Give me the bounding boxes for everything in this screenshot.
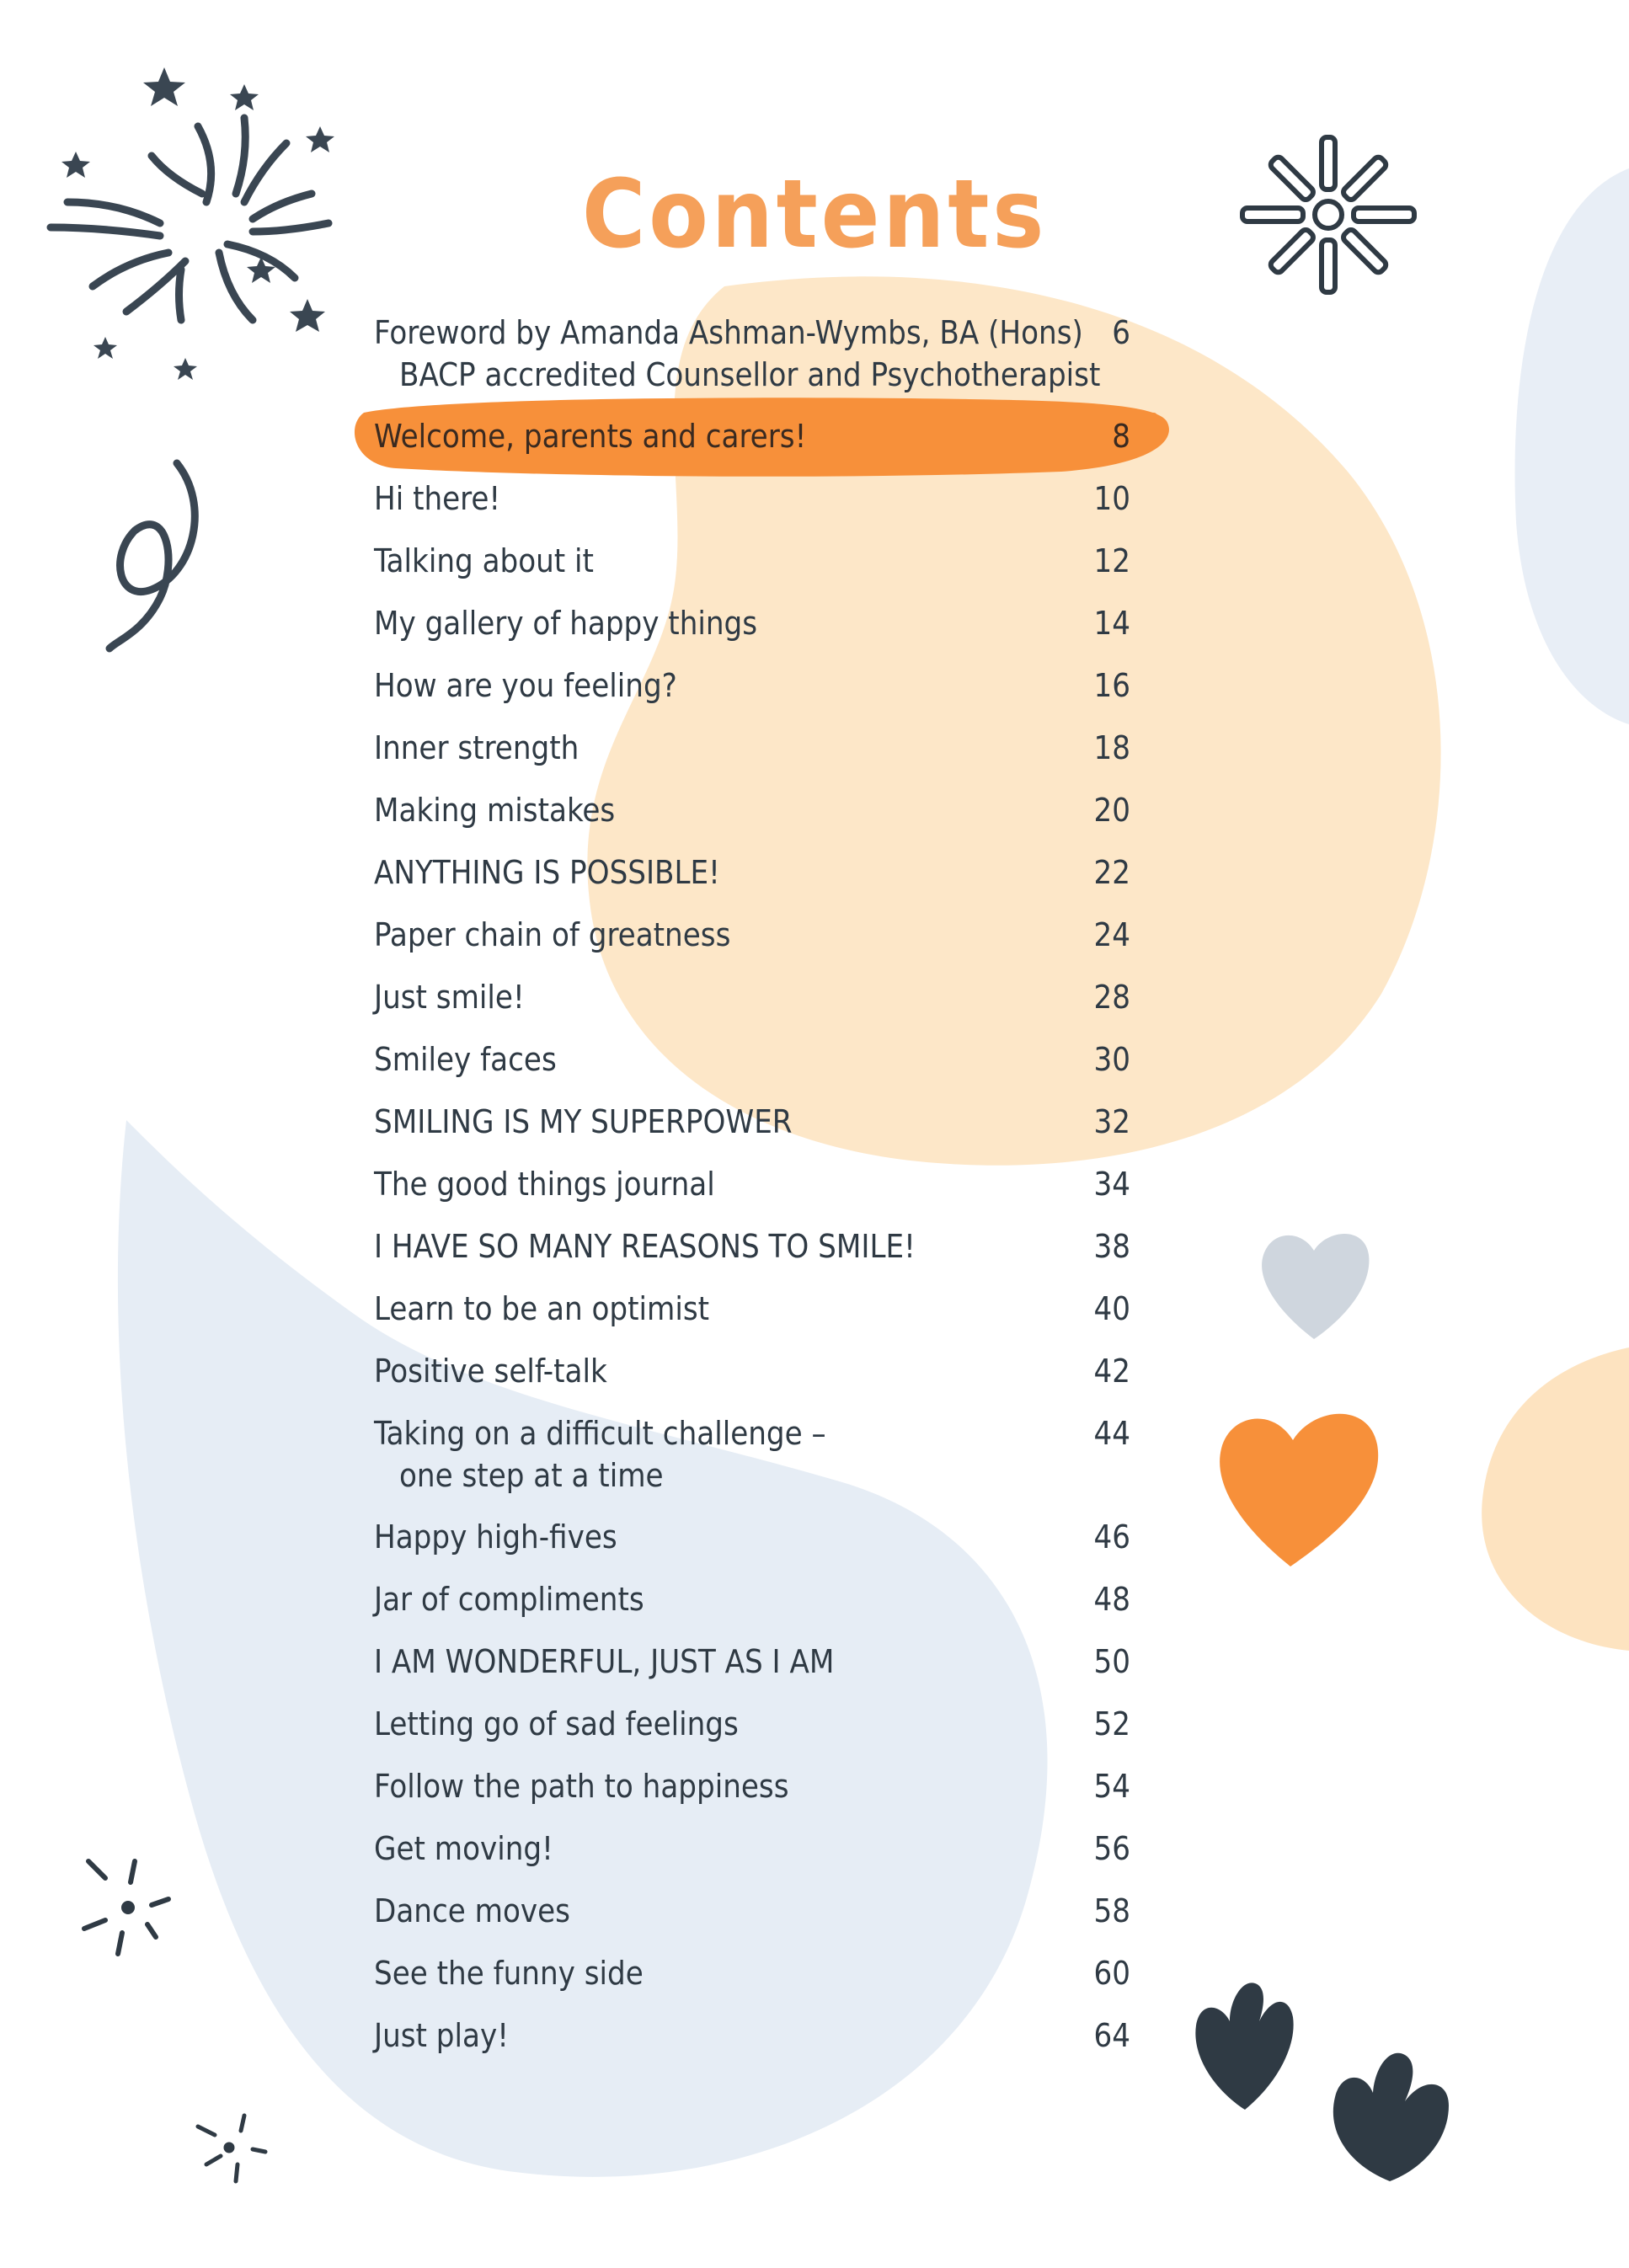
toc-entry[interactable]: [371, 1101, 1137, 1151]
toc-entry[interactable]: [371, 664, 1137, 715]
entry-title: Letting go of sad feelings: [374, 1705, 739, 1742]
entry-title: Happy high-fives: [374, 1518, 617, 1556]
page-number: 32: [1093, 1103, 1130, 1140]
page-number: 58: [1093, 1892, 1130, 1929]
page-number: 14: [1093, 605, 1130, 642]
toc-entry[interactable]: [371, 2015, 1137, 2065]
page-number: 20: [1093, 792, 1130, 829]
entry-title: Jar of compliments: [374, 1581, 644, 1618]
toc-entry[interactable]: [371, 1828, 1137, 1878]
page-number: 48: [1093, 1581, 1130, 1618]
entry-subtitle: BACP accredited Counsellor and Psychotherapist: [399, 356, 1101, 393]
page-number: 50: [1093, 1643, 1130, 1680]
entry-title: ANYTHING IS POSSIBLE!: [374, 854, 720, 891]
page-number: 46: [1093, 1518, 1130, 1556]
page-number: 52: [1093, 1705, 1130, 1742]
entry-title: Inner strength: [374, 729, 579, 766]
toc-entry[interactable]: [371, 478, 1137, 528]
toc-entry[interactable]: [371, 1350, 1137, 1401]
toc-entry[interactable]: [371, 727, 1137, 777]
toc-entry[interactable]: [371, 1952, 1137, 2003]
entry-title: Making mistakes: [374, 792, 616, 829]
page-number: 40: [1093, 1290, 1130, 1327]
toc-entry[interactable]: [371, 1225, 1137, 1276]
entry-title: Taking on a difficult challenge –: [374, 1415, 826, 1452]
entry-subtitle: one step at a time: [399, 1457, 664, 1494]
entry-title: Follow the path to happiness: [374, 1768, 789, 1805]
entry-title: Foreword by Amanda Ashman-Wymbs, BA (Hons): [374, 314, 1083, 351]
entry-title: Positive self-talk: [374, 1353, 607, 1390]
toc-entry[interactable]: [371, 914, 1137, 964]
entry-title: Just play!: [374, 2017, 509, 2054]
page-number: 34: [1093, 1166, 1130, 1203]
toc-entry[interactable]: [371, 312, 1137, 393]
entry-title: Talking about it: [374, 542, 594, 579]
entry-title: My gallery of happy things: [374, 605, 758, 642]
page-number: 6: [1112, 314, 1130, 351]
entry-title: SMILING IS MY SUPERPOWER: [374, 1103, 793, 1140]
toc-entry[interactable]: [371, 1288, 1137, 1338]
page-number: 12: [1093, 542, 1130, 579]
entry-title: How are you feeling?: [374, 667, 677, 704]
page-number: 24: [1093, 916, 1130, 953]
entry-title: I HAVE SO MANY REASONS TO SMILE!: [374, 1228, 916, 1265]
page-number: 44: [1093, 1415, 1130, 1452]
entry-title: Smiley faces: [374, 1041, 557, 1078]
page-number: 54: [1093, 1768, 1130, 1805]
entry-title: I AM WONDERFUL, JUST AS I AM: [374, 1643, 835, 1680]
page-number: 30: [1093, 1041, 1130, 1078]
toc-entry[interactable]: [371, 789, 1137, 840]
entry-title: Just smile!: [374, 979, 525, 1016]
page-number: 64: [1093, 2017, 1130, 2054]
toc-entry[interactable]: [371, 1641, 1137, 1691]
toc-entry[interactable]: [371, 851, 1137, 902]
toc-entry[interactable]: [371, 1703, 1137, 1753]
page-title: Contents: [581, 160, 1048, 269]
page-number: 56: [1093, 1830, 1130, 1867]
entry-title: Welcome, parents and carers!: [374, 418, 807, 455]
toc-entry[interactable]: [371, 1578, 1137, 1629]
page-number: 60: [1093, 1955, 1130, 1992]
toc-entry[interactable]: [371, 1765, 1137, 1816]
entry-title: Learn to be an optimist: [374, 1290, 710, 1327]
page-number: 42: [1093, 1353, 1130, 1390]
page-number: 8: [1112, 418, 1130, 455]
toc-entry[interactable]: [371, 976, 1137, 1027]
entry-title: See the funny side: [374, 1955, 644, 1992]
toc-entry[interactable]: [371, 1038, 1137, 1089]
entry-title: Hi there!: [374, 480, 501, 517]
toc-entry[interactable]: [371, 1163, 1137, 1214]
page-number: 28: [1093, 979, 1130, 1016]
entry-title: Paper chain of greatness: [374, 916, 731, 953]
page-number: 10: [1093, 480, 1130, 517]
entry-title: The good things journal: [374, 1166, 715, 1203]
entry-title: Get moving!: [374, 1830, 553, 1867]
toc-entry[interactable]: [371, 1890, 1137, 1940]
page-number: 38: [1093, 1228, 1130, 1265]
toc-entry-highlighted[interactable]: [371, 415, 1137, 466]
toc-entry[interactable]: [371, 540, 1137, 590]
page-number: 22: [1093, 854, 1130, 891]
entry-title: Dance moves: [374, 1892, 570, 1929]
toc-entry[interactable]: [371, 1412, 1137, 1494]
page-number: 16: [1093, 667, 1130, 704]
toc-entry[interactable]: [371, 1516, 1137, 1566]
toc-entry[interactable]: [371, 602, 1137, 653]
page-number: 18: [1093, 729, 1130, 766]
